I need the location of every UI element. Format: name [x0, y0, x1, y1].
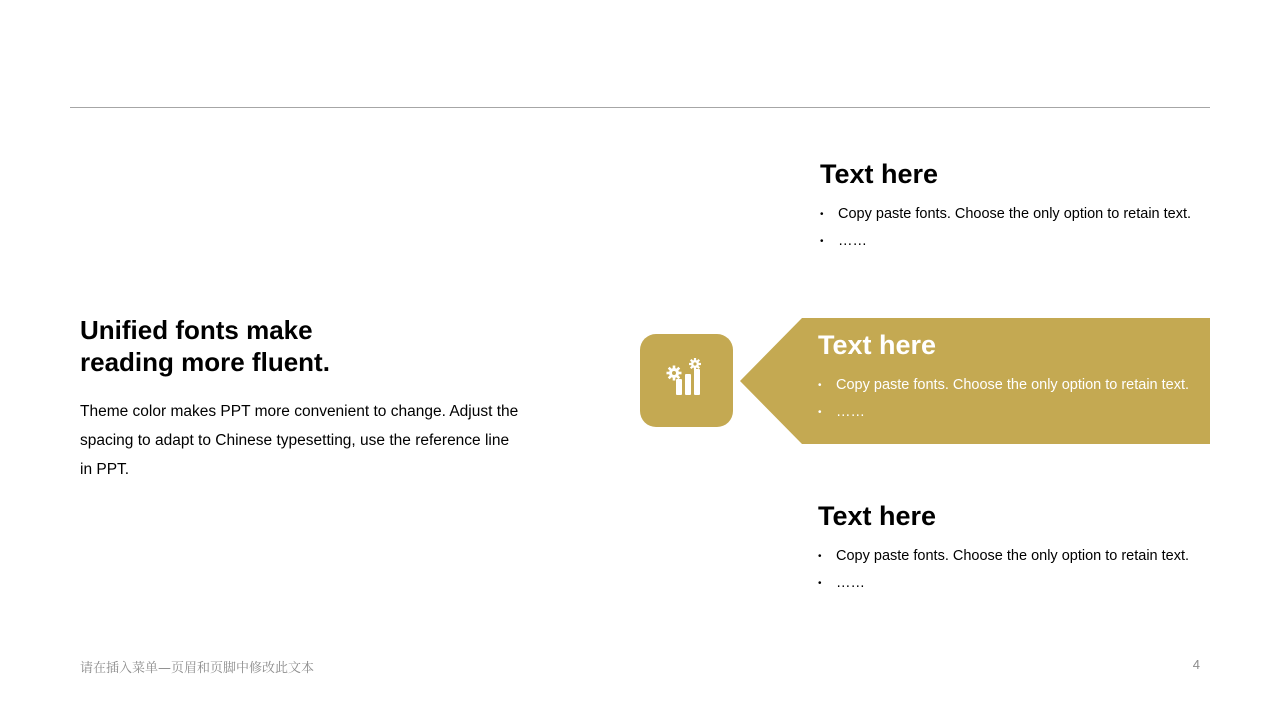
text-block-1	[820, 158, 1210, 255]
list-item	[820, 228, 1210, 255]
bullet-text: Copy paste fonts. Choose the only option to retain text.	[836, 548, 1190, 564]
bullet-text: Copy paste fonts. Choose the only option to retain text.	[836, 377, 1190, 393]
bullet-list	[818, 372, 1208, 426]
bullet-icon: •	[818, 551, 822, 562]
icon-tile	[640, 334, 733, 427]
bullet-icon: •	[820, 209, 824, 220]
header-divider	[70, 107, 1210, 108]
bullet-icon: •	[818, 380, 822, 391]
text-block-3	[818, 500, 1208, 597]
footer-text: 请在插入菜单—页眉和页脚中修改此文本	[80, 661, 315, 676]
text-block-title: Text here	[820, 159, 939, 189]
list-item	[818, 372, 1208, 399]
text-block-2-highlighted	[818, 329, 1208, 426]
bullet-list	[818, 543, 1208, 597]
bullet-text: ……	[836, 404, 865, 420]
list-item	[818, 399, 1208, 426]
bullet-icon: •	[820, 236, 824, 247]
slide-title: Unified fonts make reading more fluent.	[80, 315, 330, 377]
text-block-title: Text here	[818, 330, 937, 360]
bullet-text: Copy paste fonts. Choose the only option to retain text.	[838, 206, 1192, 222]
bullet-list	[820, 201, 1210, 255]
bullet-icon: •	[818, 578, 822, 589]
bullet-text: ……	[838, 233, 867, 249]
list-item	[818, 543, 1208, 570]
page-number: 4	[1192, 657, 1200, 672]
text-block-title: Text here	[818, 501, 937, 531]
bullet-icon: •	[818, 407, 822, 418]
list-item	[818, 570, 1208, 597]
bullet-text: ……	[836, 575, 865, 591]
list-item	[820, 201, 1210, 228]
slide-body-text: Theme color makes PPT more convenient to change. Adjust the spacing to adapt to Chinese typesetting, use the reference line in PPT.	[80, 403, 519, 478]
gears-bar-chart-icon	[664, 358, 710, 404]
